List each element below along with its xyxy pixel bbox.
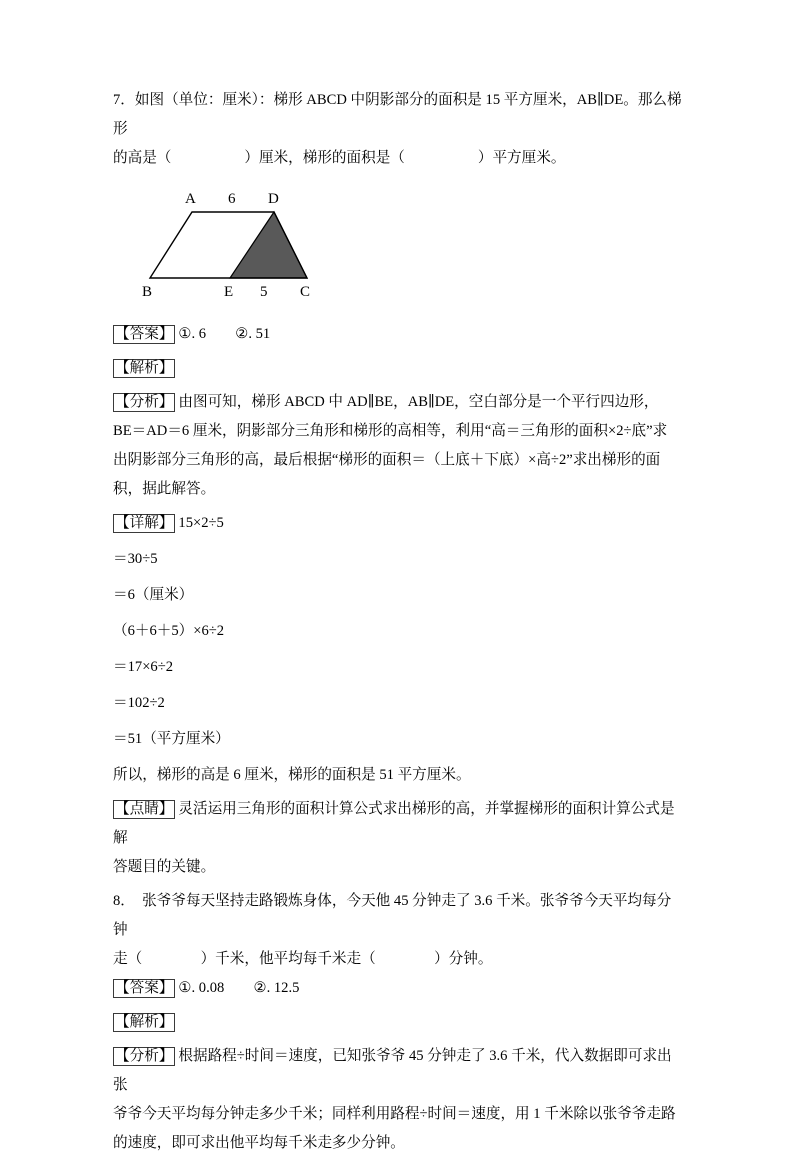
question-8-block — [113, 887, 684, 1158]
answer-tag: 【答案】 — [115, 326, 174, 342]
question-7-block — [113, 86, 684, 882]
q7-step: ＝102÷2 — [113, 695, 165, 711]
shaded-triangle — [230, 212, 307, 278]
q7-step: ＝51（平方厘米） — [113, 731, 230, 747]
dianjing-tag: 【点睛】 — [115, 801, 174, 817]
q7-dianjing-text1: 灵活运用三角形的面积计算公式求出梯形的高，并掌握梯形的面积计算公式是解 — [113, 801, 675, 846]
q8-question-line1: 8． 张爷爷每天坚持走路锻炼身体，今天他 45 分钟走了 3.6 千米。张爷爷今天平均每分钟 — [113, 893, 672, 938]
q8-fenxi-line1 — [113, 1042, 684, 1100]
vertex-label-b: B — [142, 284, 153, 300]
xiangjie-tag: 【详解】 — [115, 515, 174, 531]
q7-dianjing-line2: 答题目的关键。 — [113, 859, 216, 875]
top-length-label: 6 — [228, 191, 236, 207]
vertex-label-c: C — [300, 284, 311, 300]
q7-fenxi-line2: BE＝AD＝6 厘米，阴影部分三角形和梯形的高相等，利用“高＝三角形的面积×2÷底”求 — [113, 423, 668, 439]
q7-fenxi-text1: 由图可知，梯形 ABCD 中 AD∥BE，AB∥DE，空白部分是一个平行四边形， — [178, 394, 659, 410]
q8-fenxi-text1: 根据路程÷时间＝速度，已知张爷爷 45 分钟走了 3.6 千米，代入数据即可求出张 — [113, 1048, 672, 1093]
fenxi-tag: 【分析】 — [115, 394, 174, 410]
q8-jiexi-line — [113, 1008, 684, 1037]
q8-fenxi-line3: 的速度，即可求出他平均每千米走多少分钟。 — [113, 1135, 405, 1151]
q7-step: ＝6（厘米） — [113, 587, 194, 603]
q7-step: （6＋6＋5）×6÷2 — [113, 623, 225, 639]
jiexi-tag: 【解析】 — [115, 1014, 174, 1030]
jiexi-tag: 【解析】 — [115, 360, 174, 376]
q7-xiangjie-line1 — [113, 509, 684, 538]
vertex-label-e: E — [224, 284, 234, 300]
trapezoid-svg — [141, 188, 333, 300]
q7-question-line2: 的高是（ ）厘米，梯形的面积是（ ）平方厘米。 — [113, 150, 566, 166]
trapezoid-figure — [141, 188, 684, 305]
bottom-length-label: 5 — [260, 284, 268, 300]
vertex-label-a: A — [185, 191, 196, 207]
q7-dianjing-line1 — [113, 795, 684, 853]
q7-answer-line — [113, 320, 684, 349]
q7-conclusion: 所以，梯形的高是 6 厘米，梯形的面积是 51 平方厘米。 — [113, 767, 471, 783]
q7-fenxi-line1 — [113, 388, 684, 417]
q8-answer-text: ①. 0.08 ②. 12.5 — [178, 980, 300, 996]
q7-fenxi-line3: 出阴影部分三角形的高，最后根据“梯形的面积＝（上底＋下底）×高÷2”求出梯形的面 — [113, 452, 661, 468]
q8-answer-line — [113, 974, 684, 1003]
q7-fenxi-line4: 积，据此解答。 — [113, 481, 216, 497]
q7-step: ＝30÷5 — [113, 551, 158, 567]
q7-question-line1: 7．如图（单位：厘米）：梯形 ABCD 中阴影部分的面积是 15 平方厘米，AB∥DE。那么梯形 — [113, 92, 682, 137]
q8-question-line2: 走（ ）千米，他平均每千米走（ ）分钟。 — [113, 951, 493, 967]
q7-step-first: 15×2÷5 — [178, 515, 224, 531]
answer-tag: 【答案】 — [115, 980, 174, 996]
q7-jiexi-line — [113, 354, 684, 383]
vertex-label-d: D — [268, 191, 279, 207]
q8-fenxi-line2: 爷爷今天平均每分钟走多少千米；同样利用路程÷时间＝速度，用 1 千米除以张爷爷走路 — [113, 1106, 676, 1122]
fenxi-tag: 【分析】 — [115, 1048, 174, 1064]
q7-answer-text: ①. 6 ②. 51 — [178, 326, 271, 342]
q7-step: ＝17×6÷2 — [113, 659, 174, 675]
